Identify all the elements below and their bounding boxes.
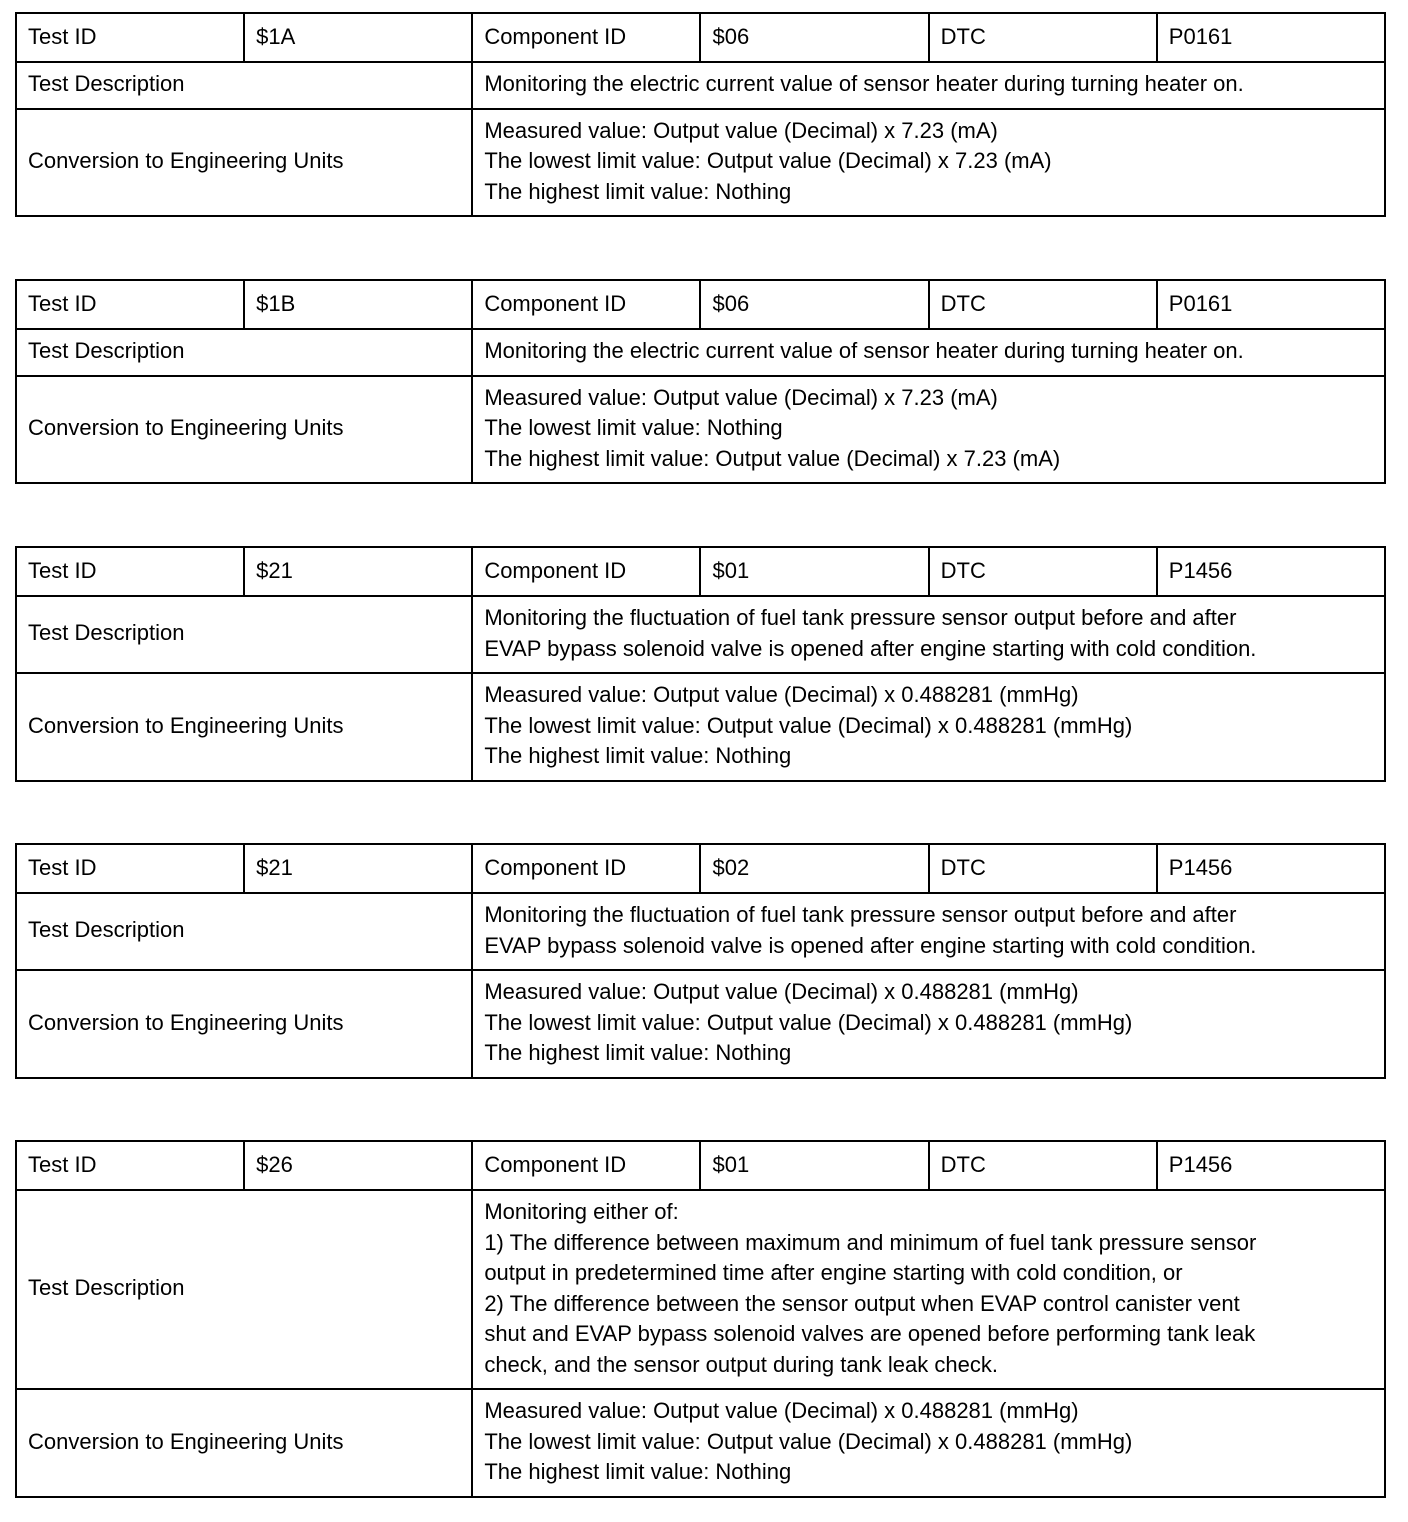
conversion-value — [472, 1389, 1385, 1497]
component-id-value: $02 — [700, 844, 928, 893]
dtc-value: P0161 — [1157, 280, 1385, 329]
test-id-value: $1B — [244, 280, 472, 329]
conversion-value — [472, 673, 1385, 781]
monitor-test-table — [15, 1140, 1386, 1498]
conversion-line: The highest limit value: Nothing — [484, 743, 792, 768]
description-line: output in predetermined time after engine starting with cold condition, or — [484, 1260, 1183, 1285]
dtc-label: DTC — [929, 280, 1157, 329]
component-id-label: Component ID — [472, 1141, 700, 1190]
description-line: EVAP bypass solenoid valve is opened after engine starting with cold condition. — [484, 635, 1257, 661]
conversion-line: The lowest limit value: Output value (Decimal) x 0.488281 (mmHg) — [484, 712, 1133, 738]
test-id-value: $21 — [244, 844, 472, 893]
dtc-value: P0161 — [1157, 13, 1385, 62]
dtc-label: DTC — [929, 547, 1157, 596]
conversion-value — [472, 970, 1385, 1078]
conversion-label: Conversion to Engineering Units — [16, 673, 472, 781]
component-id-value: $06 — [700, 13, 928, 62]
dtc-label: DTC — [929, 844, 1157, 893]
test-id-value: $26 — [244, 1141, 472, 1190]
conversion-line: The highest limit value: Output value (Decimal) x 7.23 (mA) — [484, 445, 1061, 471]
component-id-label: Component ID — [472, 280, 700, 329]
component-id-value: $01 — [700, 547, 928, 596]
test-id-label: Test ID — [16, 547, 244, 596]
conversion-label: Conversion to Engineering Units — [16, 1389, 472, 1497]
test-description-label: Test Description — [16, 329, 472, 376]
description-line: 1) The difference between maximum and minimum of fuel tank pressure sensor — [484, 1229, 1257, 1255]
test-id-value: $21 — [244, 547, 472, 596]
component-id-value: $01 — [700, 1141, 928, 1190]
test-description-label: Test Description — [16, 1190, 472, 1389]
test-id-value: $1A — [244, 13, 472, 62]
test-description-value — [472, 1190, 1385, 1389]
description-line: shut and EVAP bypass solenoid valves are opened before performing tank leak — [484, 1321, 1256, 1346]
conversion-line: Measured value: Output value (Decimal) x 0.488281 (mmHg) — [484, 1398, 1079, 1423]
conversion-line: The lowest limit value: Output value (Decimal) x 7.23 (mA) — [484, 148, 1052, 173]
component-id-label: Component ID — [472, 547, 700, 596]
conversion-label: Conversion to Engineering Units — [16, 109, 472, 217]
component-id-value: $06 — [700, 280, 928, 329]
conversion-line: Measured value: Output value (Decimal) x 7.23 (mA) — [484, 384, 998, 410]
test-id-label: Test ID — [16, 13, 244, 62]
test-id-label: Test ID — [16, 844, 244, 893]
component-id-label: Component ID — [472, 844, 700, 893]
component-id-label: Component ID — [472, 13, 700, 62]
conversion-line: The highest limit value: Nothing — [484, 1040, 792, 1065]
conversion-line: The highest limit value: Nothing — [484, 178, 792, 204]
monitor-test-table — [15, 843, 1386, 1079]
test-description-label: Test Description — [16, 893, 472, 970]
description-line: 2) The difference between the sensor output when EVAP control canister vent — [484, 1290, 1240, 1316]
description-line: Monitoring the electric current value of sensor heater during turning heater on. — [484, 71, 1244, 96]
dtc-label: DTC — [929, 13, 1157, 62]
conversion-line: Measured value: Output value (Decimal) x 7.23 (mA) — [484, 117, 998, 143]
conversion-line: Measured value: Output value (Decimal) x 0.488281 (mmHg) — [484, 682, 1079, 707]
conversion-label: Conversion to Engineering Units — [16, 376, 472, 484]
description-line: check, and the sensor output during tank leak check. — [484, 1351, 998, 1377]
monitor-test-table — [15, 279, 1386, 484]
test-description-value — [472, 62, 1385, 109]
dtc-label: DTC — [929, 1141, 1157, 1190]
description-line: Monitoring the fluctuation of fuel tank pressure sensor output before and after — [484, 605, 1237, 630]
test-description-value — [472, 893, 1385, 970]
test-id-label: Test ID — [16, 1141, 244, 1190]
conversion-line: The lowest limit value: Output value (Decimal) x 0.488281 (mmHg) — [484, 1428, 1133, 1454]
test-description-label: Test Description — [16, 62, 472, 109]
test-id-label: Test ID — [16, 280, 244, 329]
dtc-value: P1456 — [1157, 844, 1385, 893]
dtc-value: P1456 — [1157, 547, 1385, 596]
monitor-test-table — [15, 12, 1386, 217]
conversion-line: Measured value: Output value (Decimal) x 0.488281 (mmHg) — [484, 979, 1079, 1004]
conversion-value — [472, 376, 1385, 484]
description-line: Monitoring either of: — [484, 1199, 679, 1224]
dtc-value: P1456 — [1157, 1141, 1385, 1190]
conversion-value — [472, 109, 1385, 217]
test-description-value — [472, 596, 1385, 673]
conversion-label: Conversion to Engineering Units — [16, 970, 472, 1078]
conversion-line: The highest limit value: Nothing — [484, 1459, 792, 1484]
monitor-test-table — [15, 546, 1386, 782]
description-line: Monitoring the electric current value of sensor heater during turning heater on. — [484, 338, 1244, 363]
test-description-value — [472, 329, 1385, 376]
description-line: EVAP bypass solenoid valve is opened after engine starting with cold condition. — [484, 932, 1257, 958]
conversion-line: The lowest limit value: Output value (Decimal) x 0.488281 (mmHg) — [484, 1009, 1133, 1035]
description-line: Monitoring the fluctuation of fuel tank pressure sensor output before and after — [484, 902, 1237, 927]
test-description-label: Test Description — [16, 596, 472, 673]
conversion-line: The lowest limit value: Nothing — [484, 415, 783, 440]
